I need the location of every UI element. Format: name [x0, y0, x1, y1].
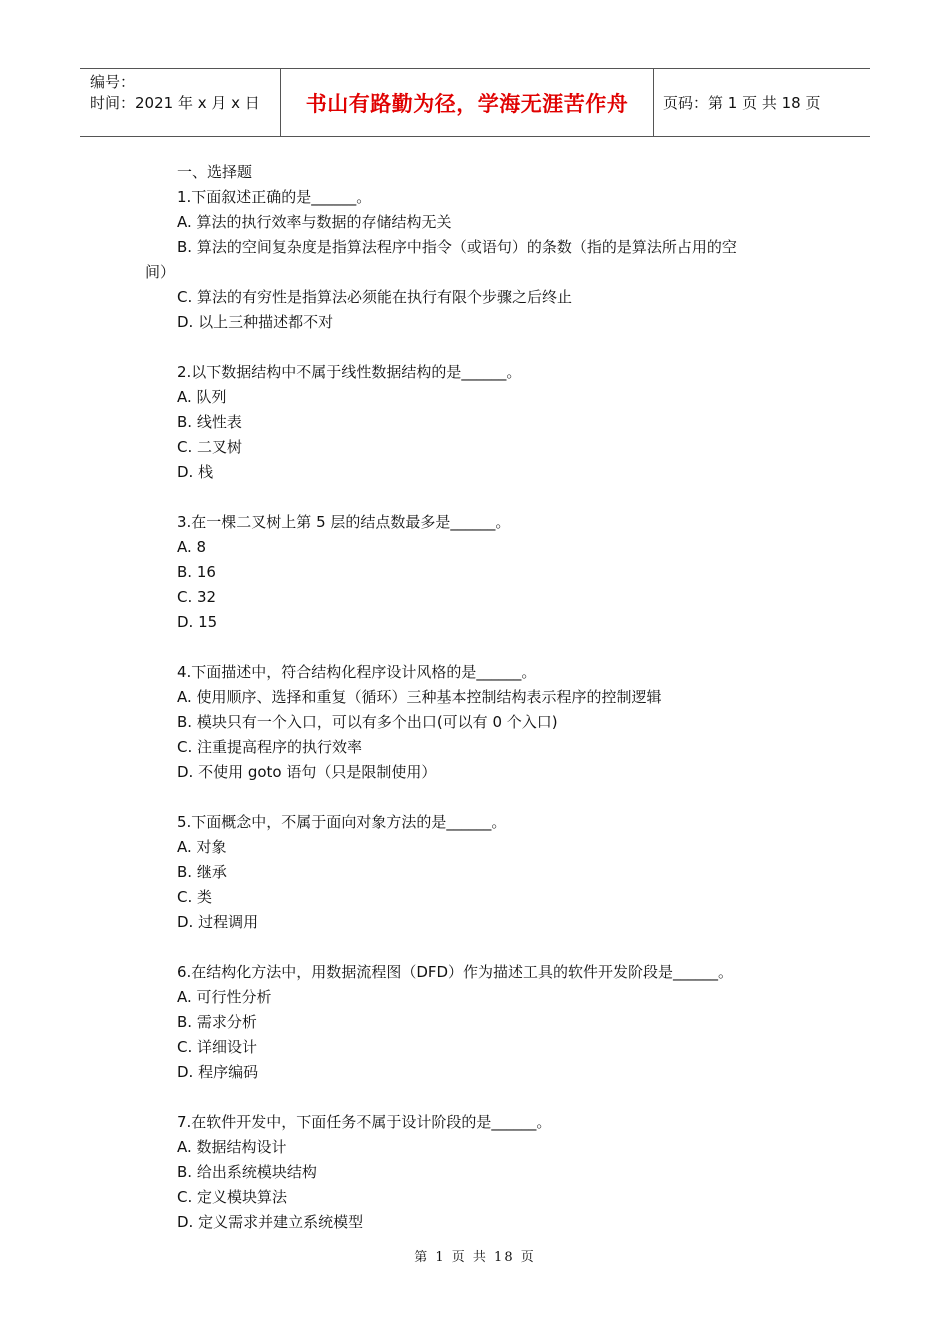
question-option: B. 需求分析 — [177, 1013, 257, 1031]
question-block — [145, 360, 825, 485]
question-option: B. 算法的空间复杂度是指算法程序中指令（或语句）的条数（指的是算法所占用的空 — [177, 238, 737, 256]
page-footer: 第 1 页 共 18 页 — [414, 1250, 536, 1265]
question-stem: 3.在一棵二叉树上第 5 层的结点数最多是______。 — [177, 513, 511, 531]
question-option: C. 32 — [177, 588, 217, 606]
question-option: C. 详细设计 — [177, 1038, 258, 1056]
question-option: C. 定义模块算法 — [177, 1188, 288, 1206]
question-stem: 7.在软件开发中，下面任务不属于设计阶段的是______。 — [177, 1113, 552, 1131]
serial-label: 编号： — [90, 73, 136, 91]
question-option: A. 对象 — [177, 838, 227, 856]
question-stem: 1.下面叙述正确的是______。 — [177, 188, 372, 206]
question-option: A. 数据结构设计 — [177, 1138, 287, 1156]
question-stem: 4.下面描述中，符合结构化程序设计风格的是______。 — [177, 663, 537, 681]
question-block — [145, 185, 825, 335]
question-block — [145, 1110, 825, 1235]
question-option: D. 不使用 goto 语句（只是限制使用） — [177, 763, 437, 781]
question-option: D. 程序编码 — [177, 1063, 259, 1081]
question-option: B. 继承 — [177, 863, 227, 881]
header-page-info: 页码：第 1 页 共 18 页 — [663, 94, 821, 112]
question-stem: 2.以下数据结构中不属于线性数据结构的是______。 — [177, 363, 522, 381]
question-stem: 6.在结构化方法中，用数据流程图（DFD）作为描述工具的软件开发阶段是______。 — [177, 963, 734, 981]
question-option: C. 注重提高程序的执行效率 — [177, 738, 363, 756]
question-stem: 5.下面概念中，不属于面向对象方法的是______。 — [177, 813, 507, 831]
date-label: 时间：2021 年 x 月 x 日 — [90, 94, 260, 112]
question-option: B. 16 — [177, 563, 216, 581]
question-block — [145, 960, 825, 1085]
question-block — [145, 510, 825, 635]
question-option: D. 过程调用 — [177, 913, 259, 931]
question-option: B. 给出系统模块结构 — [177, 1163, 317, 1181]
question-option: D. 栈 — [177, 463, 214, 481]
question-option: B. 线性表 — [177, 413, 242, 431]
section-title: 一、选择题 — [177, 163, 253, 181]
header-motto: 书山有路勤为径，学海无涯苦作舟 — [281, 69, 654, 136]
question-option: B. 模块只有一个入口，可以有多个出口(可以有 0 个入口) — [177, 713, 558, 731]
question-option: D. 以上三种描述都不对 — [177, 313, 334, 331]
document-body — [145, 160, 825, 1235]
question-option: A. 队列 — [177, 388, 227, 406]
question-option: C. 算法的有穷性是指算法必须能在执行有限个步骤之后终止 — [177, 288, 573, 306]
question-option: C. 二叉树 — [177, 438, 243, 456]
question-block — [145, 660, 825, 785]
question-option: C. 类 — [177, 888, 213, 906]
question-option: A. 可行性分析 — [177, 988, 272, 1006]
question-option: A. 使用顺序、选择和重复（循环）三种基本控制结构表示程序的控制逻辑 — [177, 688, 662, 706]
question-option: D. 定义需求并建立系统模型 — [177, 1213, 364, 1231]
question-option-continuation: 间） — [145, 263, 176, 281]
question-option: A. 算法的执行效率与数据的存储结构无关 — [177, 213, 452, 231]
question-option: D. 15 — [177, 613, 218, 631]
question-block — [145, 810, 825, 935]
header-meta — [80, 69, 281, 136]
page-header — [80, 68, 870, 137]
question-option: A. 8 — [177, 538, 207, 556]
